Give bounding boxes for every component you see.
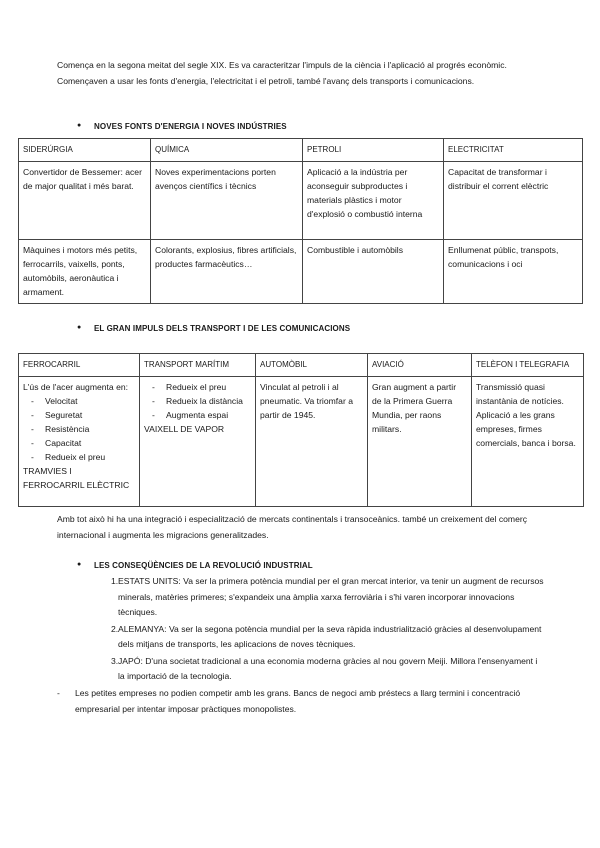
header-cell: TRANSPORT MARÍTIM	[140, 354, 256, 377]
ferrocarril-cell	[19, 377, 140, 507]
telefon-cell: Transmissió quasi instantània de notícies. Aplicació a les grans empreses, firmes comercials, banca i borsa.	[472, 377, 584, 507]
bullet-icon: ●	[77, 122, 82, 129]
header-cell: QUÍMICA	[151, 139, 303, 162]
section3-heading	[77, 561, 313, 570]
list-item: - Velocitat	[23, 394, 135, 408]
middle-paragraph: Amb tot això hi ha una integració i especialització de mercats continentals i transoceànics. també un creixement del comerç internacional i augmenta les migracions generalitzades.	[57, 514, 528, 540]
header-cell: FERROCARRIL	[19, 354, 140, 377]
item-text: ALEMANYA: Va ser la segona potència mundial per la seva ràpida industrialització gràcies al desenvolupament dels mitjans de transports, les aplicacions de noves tècniques.	[118, 623, 542, 649]
final-text: Les petites empreses no podien competir amb les grans. Bancs de negoci amb préstecs a llarg termini i concentració empresarial per intentar imposar pràctiques monopolistes.	[75, 688, 521, 714]
table-cell: Combustible i automòbils	[303, 240, 444, 304]
header-cell: AUTOMÒBIL	[256, 354, 368, 377]
list-item: - Redueix la distància	[144, 394, 251, 408]
table-cell: Aplicació a la indústria per aconseguir subproductes i materials plàstics i motor d'explosió o combustió interna	[303, 162, 444, 240]
table-cell: Convertidor de Bessemer: acer de major qualitat i més barat.	[19, 162, 151, 240]
list-item: - Seguretat	[23, 408, 135, 422]
section1-title: NOVES FONTS D'ENERGIA I NOVES INDÚSTRIES	[94, 122, 287, 131]
table-cell: Noves experimentacions porten avenços científics i tècnics	[151, 162, 303, 240]
list-item: - Redueix el preu	[144, 380, 251, 394]
section2-heading	[77, 324, 351, 333]
list-item	[75, 622, 545, 653]
list-item: - Capacitat	[23, 436, 135, 450]
item-number: 3.	[111, 655, 119, 666]
list-item: - Redueix el preu	[23, 450, 135, 464]
item-number: 1.	[111, 576, 119, 586]
list-item: - Resistència	[23, 422, 135, 436]
table-cell: Capacitat de transformar i distribuir el corrent elèctric	[444, 162, 583, 240]
header-cell: TELÈFON I TELEGRAFIA	[472, 354, 584, 377]
item-number: 2.	[111, 623, 119, 634]
table-cell: Enllumenat públic, transpots, comunicacions i oci	[444, 240, 583, 304]
dash-bullet-icon: -	[57, 688, 60, 698]
section3-title: LES CONSEQÜÈNCIES DE LA REVOLUCIÓ INDUSTRIAL	[94, 561, 313, 570]
transport-table	[18, 353, 584, 507]
list-item	[75, 654, 545, 685]
header-cell: ELECTRICITAT	[444, 139, 583, 162]
aviacio-cell: Gran augment a partir de la Primera Guerra Mundia, per raons militars.	[368, 377, 472, 507]
item-text: JAPÓ: D'una societat tradicional a una economia moderna gràcies al nou govern Meiji. Millora l'ensenyament i la importació de la tecnologia.	[118, 655, 538, 681]
bullet-icon: ●	[77, 324, 82, 331]
final-paragraph	[57, 686, 545, 717]
section2-title: EL GRAN IMPULS DELS TRANSPORT I DE LES COMUNICACIONS	[94, 324, 351, 333]
intro-paragraph: Comença en la segona meitat del segle XIX. Es va caracteritzar l'impuls de la ciència i l'aplicació al progrés econòmic. Començaven a usar les fonts d'energia, l'electricitat i el petroli, també l'avanç dels transports i comunicacions.	[57, 60, 507, 86]
header-cell: AVIACIÓ	[368, 354, 472, 377]
automobil-cell: Vinculat al petroli i al pneumatic. Va triomfar a partir de 1945.	[256, 377, 368, 507]
section1-heading	[77, 122, 287, 131]
consequences-list	[75, 574, 545, 686]
table-cell: Colorants, explosius, fibres artificials, productes farmacèutics…	[151, 240, 303, 304]
ferrocarril-intro: L'ús de l'acer augmenta en:	[23, 382, 129, 392]
list-item	[75, 574, 545, 621]
energy-industries-table	[18, 138, 583, 304]
header-cell: SIDERÚRGIA	[19, 139, 151, 162]
maritim-list	[144, 380, 251, 422]
item-text: ESTATS UNITS: Va ser la primera potència mundial per el gran mercat interior, va tenir un augment de recursos minerals, matèries primeres; s'expandeix una àmplia xarxa ferroviària i s'hi varen incorporar innovacions tècniques.	[118, 576, 544, 617]
table-cell: Màquines i motors més petits, ferrocarrils, vaixells, ponts, automòbils, aeronàutica i armament.	[19, 240, 151, 304]
bullet-icon: ●	[77, 561, 82, 568]
ferrocarril-footer: TRAMVIES I FERROCARRIL ELÈCTRIC	[23, 466, 130, 490]
maritim-footer: VAIXELL DE VAPOR	[144, 424, 225, 434]
ferrocarril-list	[23, 394, 135, 464]
maritim-cell	[140, 377, 256, 507]
list-item: - Augmenta espai	[144, 408, 251, 422]
header-cell: PETROLI	[303, 139, 444, 162]
